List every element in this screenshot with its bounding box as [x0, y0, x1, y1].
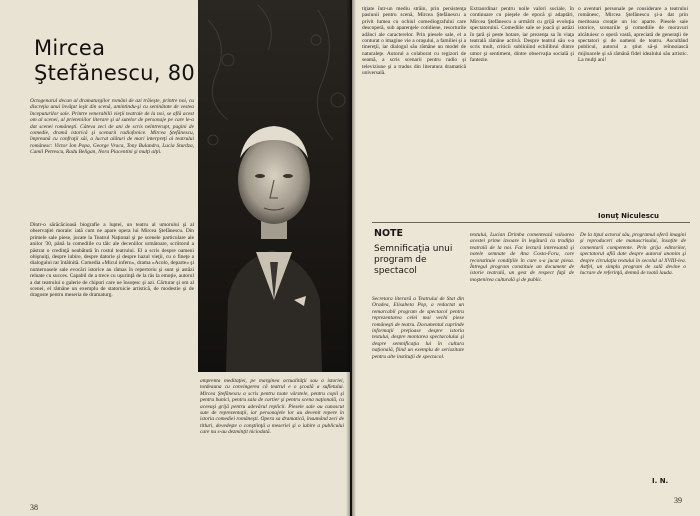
intro-column: Octogenarul decan al dramaturgilor români de azi trăieşte, printre noi, cu discreţia unui învăţat ieşit din scenă, amintindu-şi cu seninătate de vestea începuturilor sale. Printre venerabilii vieţii teatrale de la noi, se află acest om al scenei, al prieteniilor literare şi al sutelor de personaje pe care le-a dat scenei româneşti. Câteva zeci de ani de scris neîntrerupt, pagini de comedie, dramă istorică şi scenarii radiofonice. Mircea Ştefănescu, împreună cu confraţii săi, a lucrat alături de mari interpreţi ai teatrului românesc: Victor Ion Popa, George Vraca, Tony Bulandra, Lucia Sturdza, Camil Petrescu, Radu Beligan, Nora Piacentini şi mulţi alţii.	[30, 98, 194, 156]
headline-line-1: Mircea	[34, 36, 106, 60]
page-number-right: 39	[674, 496, 682, 505]
right-top-column-1: tiţiate într-un mediu străin, prin persistenţa pasiunii pentru scenă, Mircea Ştefănescu a privit lumea cu ochiul comediografului care descoperă, sub aparenţele cotidiene, resorturile adânci ale caracterelor. Prin piesele sale, el a conturat o imagine vie a oraşului, a familiei şi a tinereţii, iar dialogul său rămâne un model de naturaleţe. Autorul a colaborat cu regizori de seamă, a scris scenarii pentru radio şi televiziune şi a tradus din literatura dramatică universală.	[362, 6, 466, 77]
article-headline	[34, 36, 200, 86]
note-column-3: De la tipul actorul său, programul oferă imagini şi reproduceri ale manuscrisului, însoţite de comentarii competente. Prin grija editorilor, spectatorul află date despre autorul anonim şi despre circulaţia textului în secolul al XVIII-lea. Astfel, un simplu program de sală devine o lucrare de referinţă, demnă de toată lauda.	[580, 232, 686, 277]
article-author: Ionuţ Niculescu	[598, 212, 660, 220]
section-divider	[372, 222, 690, 223]
book-gutter	[346, 0, 356, 516]
portrait-photo	[198, 0, 350, 372]
note-column-1: Secretara literară a Teatrului de Stat din Oradea, Elisabeta Pop, a redactat un remarcabil program de spectacol pentru reprezentarea celei mai vechi piese româneşti de teatru. Documentul cuprinde informaţii preţioase despre istoria textului, despre montarea spectacolului şi despre semnificaţia lui în cultura naţională, fiind un exemplu de seriozitate pentru alte instituţii de spectacol.	[372, 296, 464, 360]
right-top-column-3: o aventuri personale pe considerare a teatrului românesc, Mircea Ştefănescu şi-a dat prin meritoasa creaţie un loc aparte. Piesele sale istorice, scenariile şi comediile de moravuri alcătuiesc o operă vastă, apreciată de generaţii de spectatori şi de oameni de teatru. Ascultând publicul, autorul a ştiut să-şi reînnoiască mijloacele şi să rămână fidel idealului său artistic. La mulţi ani!	[578, 6, 688, 64]
headline-line-2: Ştefănescu, 80	[34, 61, 196, 85]
note-section-label: NOTE	[374, 228, 403, 239]
right-page	[352, 0, 700, 516]
note-title: Semnificaţia unui program de spectacol	[374, 244, 453, 276]
note-initials: I. N.	[652, 477, 669, 485]
bottom-column: amprenta meditaţiei, pe marginea actualităţii sau a istoriei, totdeauna cu convingerea că teatrul e o şcoală a sufletului. Mircea Ştefănescu a scris pentru toate vârstele, pentru copii şi pentru bunici, pentru sala de cartier şi pentru scena naţională, cu aceeaşi grijă pentru adevărul replicii. Piesele sale au cunoscut sute de reprezentaţii, iar personajele lor au devenit repere în istoria comediei româneşti. Opera sa dramatică, însumând zeci de titluri, dovedeşte o conştiinţă a meseriei şi o iubire a publicului care nu s-au dezminţit niciodată.	[200, 378, 344, 436]
body-column: Dintr-o sărăcăcioasă biografie a luptei, un teatru al umorului şi al observaţiei morale: iată cum ne apare opera lui Mircea Ştefănescu. Din primele sale piese, jucate la Teatrul Naţional şi pe scenele particulare ale anilor '30, până la comediile cu tâlc ale deceniilor următoare, scriitorul a păstrat o credinţă neabătută în rostul teatrului. El a scris despre oameni obişnuiţi, despre iubire, despre datorie şi despre hazul vieţii, cu o fineţe a dialogului rar întâlnită. Comedia «Micul infern», drama «Acolo, departe» şi numeroasele sale evocări istorice au rămas în repertoriu şi sunt şi astăzi reluate cu succes. Capabil de a trece cu uşurinţă de la râs la emoţie, autorul a dat teatrului o galerie de chipuri care ne însoţesc şi azi. Cărturar şi om al scenei, el rămâne un exemplu de statornicie artistică, de modestie şi de dragoste pentru meseria de dramaturg.	[30, 222, 194, 299]
right-top-column-2: Extraordinar pentru noile valori sociale, în continuare cu pieşele de epocă şi adaptări, Mircea Ştefănescu a urmărit cu grijă evoluţia spectatorului. Comediile sale se joacă şi astăzi în ţară şi peste hotare, iar prezenţa sa în viaţa teatrală rămâne activă. Despre teatrul său s-a scris mult, criticii subliniind echilibrul dintre umor şi sentiment, dintre observaţia socială şi fantezie.	[470, 6, 574, 64]
portrait-illustration	[198, 0, 350, 372]
page-number-left: 38	[30, 503, 38, 512]
note-column-2: textului, Lucian Drimba comentează valoarea acestei prime izvoare în legătură cu tradiţia teatrală de la noi. Fac lectură interesantă şi notele semnate de Ana Costa-Foru, care reconstituie condiţiile în care s-a jucat piesa. Întregul program constituie un document de istorie teatrală, un gest de respect faţă de moştenirea culturală şi de public.	[470, 232, 574, 283]
